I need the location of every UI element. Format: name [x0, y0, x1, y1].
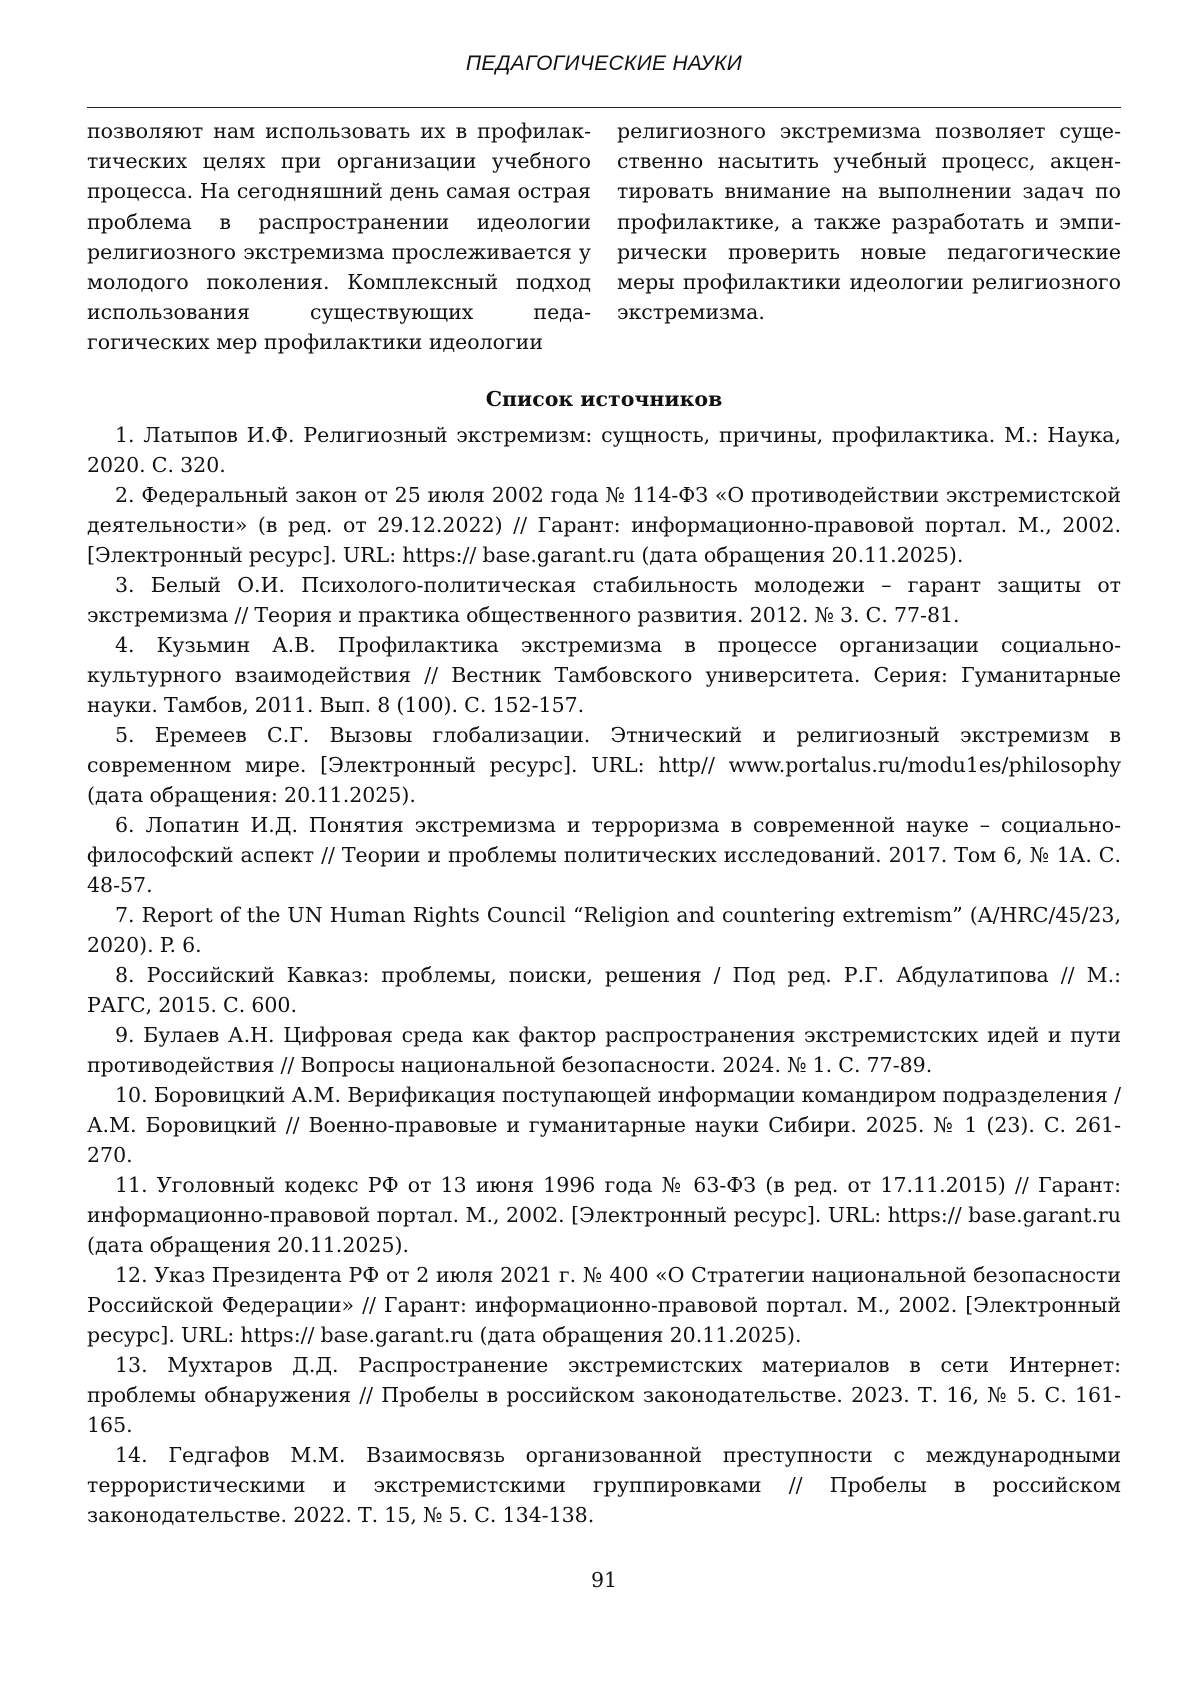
reference-item: 12. Указ Президента РФ от 2 июля 2021 г. № 400 «О Стратегии национальной безопасности Российской Федерации» // Гарант: информационно-правовой портал. М., 2002. [Электронный ресурс]. URL: https:// base.garant.ru (дата обращения 20.11.2025). — [87, 1263, 1121, 1347]
references-title: Список источников — [485, 387, 723, 411]
body-column-right: религиозного экстремизма позволяет существенно насытить учебный процесс, акцентировать внимание на выполнении задач по профилактике, а также разработать и эмпирически проверить новые педагогические меры профилактики идеологии религиозного экстремизма. — [617, 119, 1121, 325]
body-column-left: позволяют нам использовать их в профилактических целях при организации учебного процесса. На сегодняшний день самая острая проблема в распространении идеологии религиозного экстремизма прослеживaется у молодого поколения. Комплексный подход использования существующих педагогических мер профилактики идеологии — [87, 119, 591, 355]
reference-item: 5. Еремеев С.Г. Вызовы глобализации. Этнический и религиозный экстремизм в современном мире. [Электронный ресурс]. URL: http// www.portalus.ru/modu1es/philosophy (дата обращения: 20.11.2025). — [87, 723, 1121, 807]
body-columns — [87, 116, 1121, 358]
reference-item: 11. Уголовный кодекс РФ от 13 июня 1996 года № 63-ФЗ (в ред. от 17.11.2015) // Гарант: информационно-правовой портал. М., 2002. [Электронный ресурс]. URL: https:// base.garant.ru (дата обращения 20.11.2025). — [87, 1173, 1121, 1257]
reference-item: 8. Российский Кавказ: проблемы, поиски, решения / Под ред. Р.Г. Абдулатипова // М.: РАГС, 2015. С. 600. — [87, 963, 1121, 1017]
reference-item: 9. Булаев А.Н. Цифровая среда как фактор распространения экстремистских идей и пути противодействия // Вопросы национальной безопасности. 2024. № 1. С. 77-89. — [87, 1023, 1121, 1077]
reference-item: 10. Боровицкий А.М. Верификация поступающей информации командиром подразделения / А.М. Боровицкий // Военно-правовые и гуманитарные науки Сибири. 2025. № 1 (23). С. 261-270. — [87, 1083, 1121, 1167]
reference-item: 3. Белый О.И. Психолого-политическая стабильность молодежи – гарант защиты от экстремизма // Теория и практика общественного развития. 2012. № 3. С. 77-81. — [87, 573, 1121, 627]
reference-item: 4. Кузьмин А.В. Профилактика экстремизма в процессе организации социально-культурного взаимодействия // Вестник Тамбовского университета. Серия: Гуманитарные науки. Тамбов, 2011. Вып. 8 (100). С. 152-157. — [87, 633, 1121, 717]
references-list — [87, 420, 1121, 1530]
reference-item: 2. Федеральный закон от 25 июля 2002 года № 114-ФЗ «О противодействии экстремистской деятельности» (в ред. от 29.12.2022) // Гарант: информационно-правовой портал. М., 2002. [Электронный ресурс]. URL: https:// base.garant.ru (дата обращения 20.11.2025). — [87, 483, 1121, 567]
page-number: 91 — [590, 1568, 618, 1592]
reference-item: 13. Мухтаров Д.Д. Распространение экстремистских материалов в сети Интернет: проблемы обнаружения // Пробелы в российском законодательстве. 2023. Т. 16, № 5. С. 161-165. — [87, 1353, 1121, 1437]
journal-page — [87, 0, 1121, 1697]
reference-item: 14. Гедгафов М.М. Взаимосвязь организованной преступности с международными террористическими и экстремистскими группировками // Пробелы в российском законодательстве. 2022. Т. 15, № 5. С. 134-138. — [87, 1443, 1121, 1527]
reference-item: 6. Лопатин И.Д. Понятия экстремизма и терроризма в современной науке – социально-философский аспект // Теории и проблемы политических исследований. 2017. Том 6, № 1А. С. 48-57. — [87, 813, 1121, 897]
header-rule — [87, 107, 1121, 108]
reference-item: 7. Report of the UN Human Rights Council “Religion and countering extremism” (A/HRC/45/23, 2020). P. 6. — [87, 903, 1121, 957]
reference-item: 1. Латыпов И.Ф. Религиозный экстремизм: сущность, причины, профилактика. М.: Наука, 2020. С. 320. — [87, 423, 1121, 477]
running-head-title: ПЕДАГОГИЧЕСКИЕ НАУКИ — [465, 52, 743, 75]
